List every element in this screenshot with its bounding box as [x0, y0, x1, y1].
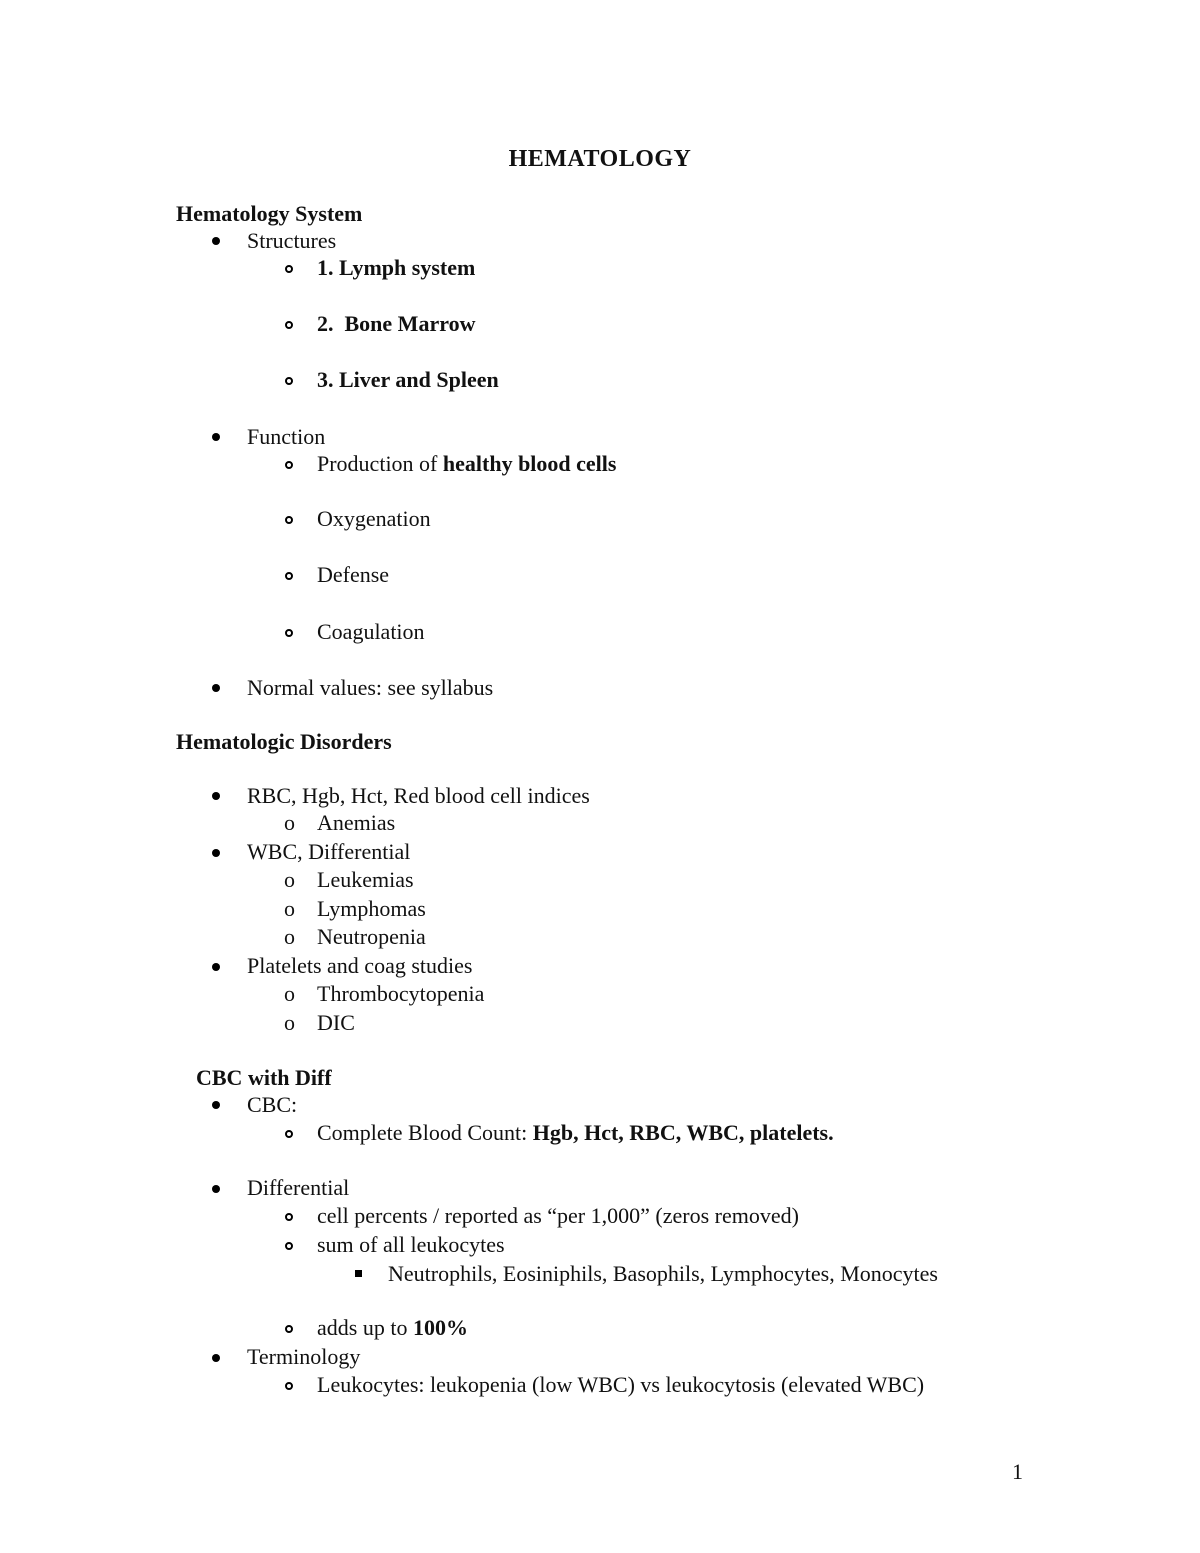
list-item-platelets: Platelets and coag studies	[247, 953, 473, 978]
list-item-coagulation: Coagulation	[317, 619, 425, 644]
list-item-bone-marrow: 2. Bone Marrow	[317, 311, 476, 336]
list-item-liver-spleen: 3. Liver and Spleen	[317, 367, 499, 392]
list-item-adds-up	[317, 1314, 468, 1342]
hollow-bullet-icon	[285, 516, 293, 524]
list-item-cell-percents: cell percents / reported as “per 1,000” (zeros removed)	[317, 1203, 799, 1228]
hollow-bullet-icon	[285, 1130, 293, 1138]
bullet-icon	[212, 963, 220, 971]
hollow-bullet-icon	[285, 1382, 293, 1390]
hollow-bullet-icon	[285, 377, 293, 385]
cbc-text: Complete Blood Count:	[317, 1120, 533, 1145]
list-item-differential: Differential	[247, 1175, 350, 1200]
list-item-anemias: Anemias	[317, 810, 396, 835]
list-item-terminology: Terminology	[247, 1344, 361, 1369]
list-item-oxygenation: Oxygenation	[317, 506, 431, 531]
hollow-bullet-icon	[285, 1242, 293, 1250]
hollow-bullet-icon	[285, 1325, 293, 1333]
list-item-leukocytes-terms: Leukocytes: leukopenia (low WBC) vs leukocytosis (elevated WBC)	[317, 1372, 925, 1397]
bullet-icon	[212, 1185, 220, 1193]
circle-bullet-icon: o	[284, 981, 295, 1006]
list-item-normal-values: Normal values: see syllabus	[247, 675, 494, 700]
bullet-icon	[212, 849, 220, 857]
circle-bullet-icon: o	[284, 896, 295, 921]
section-heading-hematologic-disorders: Hematologic Disorders	[176, 729, 392, 754]
adds-up-text: adds up to	[317, 1315, 413, 1340]
list-item-thrombocytopenia: Thrombocytopenia	[317, 981, 485, 1006]
section-heading-cbc-with-diff: CBC with Diff	[196, 1065, 332, 1090]
bullet-icon	[212, 237, 220, 245]
bullet-icon	[212, 684, 220, 692]
hundred-percent-text: 100%	[412, 1315, 468, 1340]
square-bullet-icon	[355, 1270, 362, 1277]
list-item-sum-leukocytes: sum of all leukocytes	[317, 1232, 505, 1257]
list-item-dic: DIC	[317, 1010, 355, 1035]
hollow-bullet-icon	[285, 265, 293, 273]
production-text: Production of	[317, 451, 443, 476]
cbc-components-text: Hgb, Hct, RBC, WBC, platelets.	[532, 1120, 834, 1145]
list-item-lymph-system: 1. Lymph system	[317, 255, 476, 280]
list-item-defense: Defense	[317, 562, 390, 587]
list-item-rbc: RBC, Hgb, Hct, Red blood cell indices	[247, 783, 590, 808]
list-item-wbc: WBC, Differential	[247, 839, 411, 864]
list-item-complete-blood-count	[317, 1119, 834, 1147]
bullet-icon	[212, 792, 220, 800]
circle-bullet-icon: o	[284, 867, 295, 892]
bullet-icon	[212, 1354, 220, 1362]
page-title: HEMATOLOGY	[508, 146, 692, 172]
list-item-leukocyte-types: Neutrophils, Eosiniphils, Basophils, Lymphocytes, Monocytes	[388, 1261, 938, 1286]
list-item-lymphomas: Lymphomas	[317, 896, 426, 921]
healthy-blood-cells-text: healthy blood cells	[442, 451, 617, 476]
bullet-icon	[212, 1101, 220, 1109]
hollow-bullet-icon	[285, 321, 293, 329]
list-item-neutropenia: Neutropenia	[317, 924, 426, 949]
hollow-bullet-icon	[285, 572, 293, 580]
list-item-production	[317, 450, 616, 478]
hollow-bullet-icon	[285, 629, 293, 637]
hollow-bullet-icon	[285, 461, 293, 469]
circle-bullet-icon: o	[284, 1010, 295, 1035]
list-item-leukemias: Leukemias	[317, 867, 414, 892]
bullet-icon	[212, 433, 220, 441]
circle-bullet-icon: o	[284, 810, 295, 835]
circle-bullet-icon: o	[284, 924, 295, 949]
section-heading-hematology-system: Hematology System	[176, 201, 363, 226]
page-number: 1	[1012, 1459, 1023, 1484]
list-item-function: Function	[247, 424, 326, 449]
list-item-structures: Structures	[247, 228, 337, 253]
hollow-bullet-icon	[285, 1213, 293, 1221]
list-item-cbc: CBC:	[247, 1092, 298, 1117]
